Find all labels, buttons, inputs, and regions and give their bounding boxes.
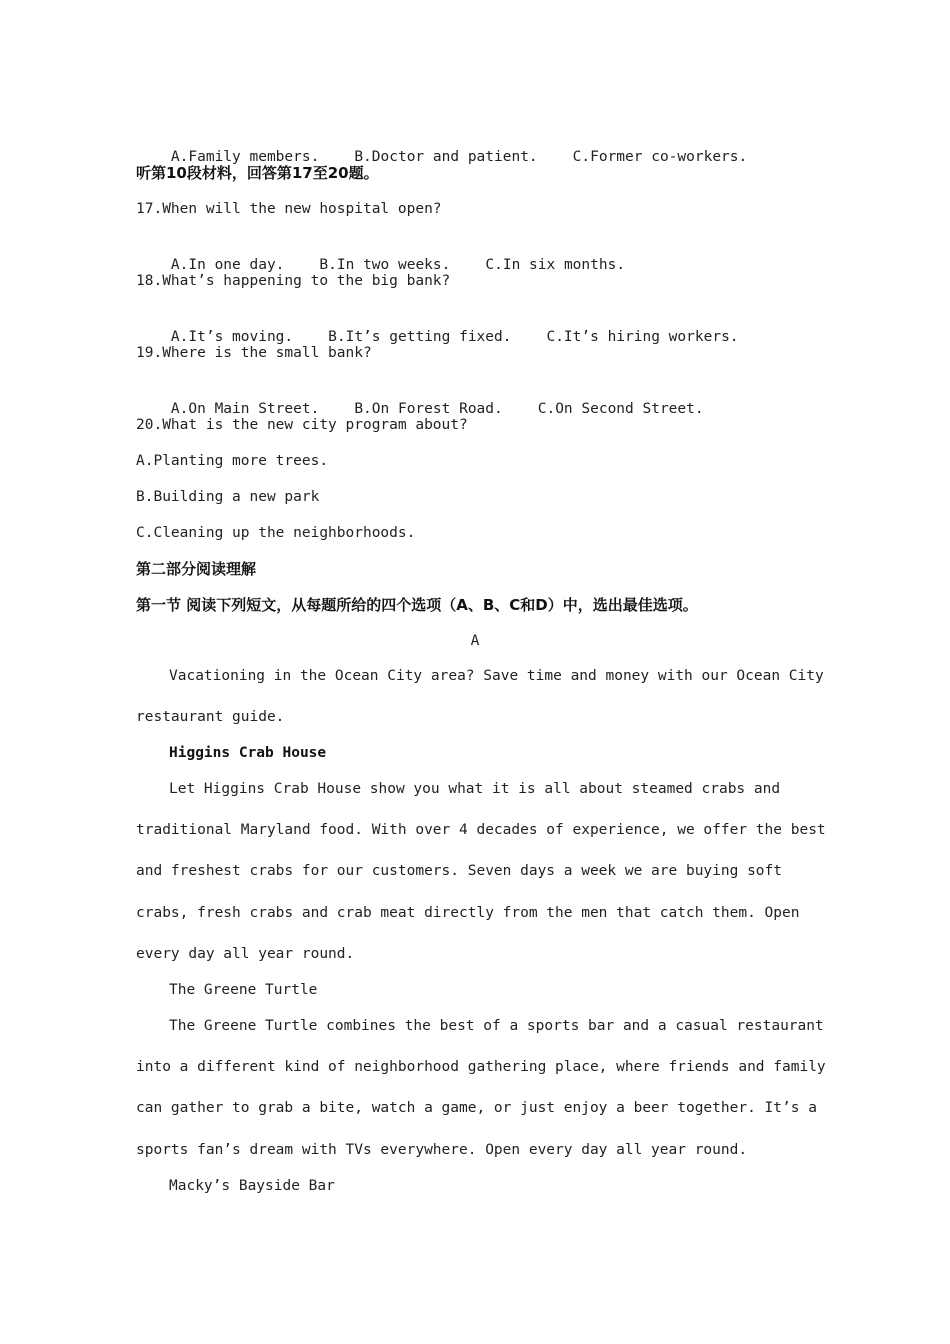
q16-option-c: C.Former co-workers. (572, 149, 748, 165)
q18-option-a: A.It’s moving. (170, 329, 294, 345)
higgins-title: Higgins Crab House (169, 745, 327, 761)
q20-option-a: A.Planting more trees. (136, 453, 329, 469)
greene-line-1: The Greene Turtle combines the best of a sports bar and a casual restaurant (169, 1018, 824, 1034)
q19-option-b: B.On Forest Road. (354, 401, 503, 417)
q18-question: 18.What’s happening to the big bank? (136, 273, 451, 289)
q17-option-a: A.In one day. (170, 257, 285, 273)
section10-header: 听第10段材料，回答第17至20题。 (136, 164, 379, 182)
q16-option-b: B.Doctor and patient. (354, 149, 538, 165)
higgins-line-2: traditional Maryland food. With over 4 decades of experience, we offer the best (136, 822, 826, 838)
mackys-title: Macky’s Bayside Bar (169, 1178, 335, 1194)
q17-question: 17.When will the new hospital open? (136, 201, 442, 217)
greene-line-3: can gather to grab a bite, watch a game, or just enjoy a beer together. It’s a (136, 1100, 817, 1116)
part2-title: 第二部分阅读理解 (136, 560, 257, 578)
greene-line-2: into a different kind of neighborhood gathering place, where friends and family (136, 1059, 826, 1075)
q18-option-c: C.It’s hiring workers. (546, 329, 739, 345)
q20-question: 20.What is the new city program about? (136, 417, 468, 433)
intro-line-1: Vacationing in the Ocean City area? Save time and money with our Ocean City (169, 668, 824, 684)
higgins-line-3: and freshest crabs for our customers. Seven days a week we are buying soft (136, 863, 783, 879)
greene-line-4: sports fan’s dream with TVs everywhere. Open every day all year round. (136, 1142, 748, 1158)
higgins-line-1: Let Higgins Crab House show you what it is all about steamed crabs and (169, 781, 781, 797)
higgins-line-5: every day all year round. (136, 946, 355, 962)
q17-option-c: C.In six months. (485, 257, 626, 273)
higgins-line-4: crabs, fresh crabs and crab meat directly from the men that catch them. Open (136, 905, 800, 921)
q17-option-b: B.In two weeks. (319, 257, 451, 273)
q19-question: 19.Where is the small bank? (136, 345, 372, 361)
q19-option-c: C.On Second Street. (537, 401, 704, 417)
section1-instruction: 第一节 阅读下列短文，从每题所给的四个选项（A、B、C和D）中，选出最佳选项。 (136, 596, 698, 614)
q18-option-b: B.It’s getting fixed. (328, 329, 512, 345)
passage-label: A (470, 633, 480, 649)
intro-line-2: restaurant guide. (136, 709, 285, 725)
q16-option-a: A.Family members. (170, 149, 320, 165)
greene-title: The Greene Turtle (169, 982, 318, 998)
q19-option-a: A.On Main Street. (170, 401, 320, 417)
q20-option-c: C.Cleaning up the neighborhoods. (136, 525, 416, 541)
q20-option-b: B.Building a new park (136, 489, 320, 505)
